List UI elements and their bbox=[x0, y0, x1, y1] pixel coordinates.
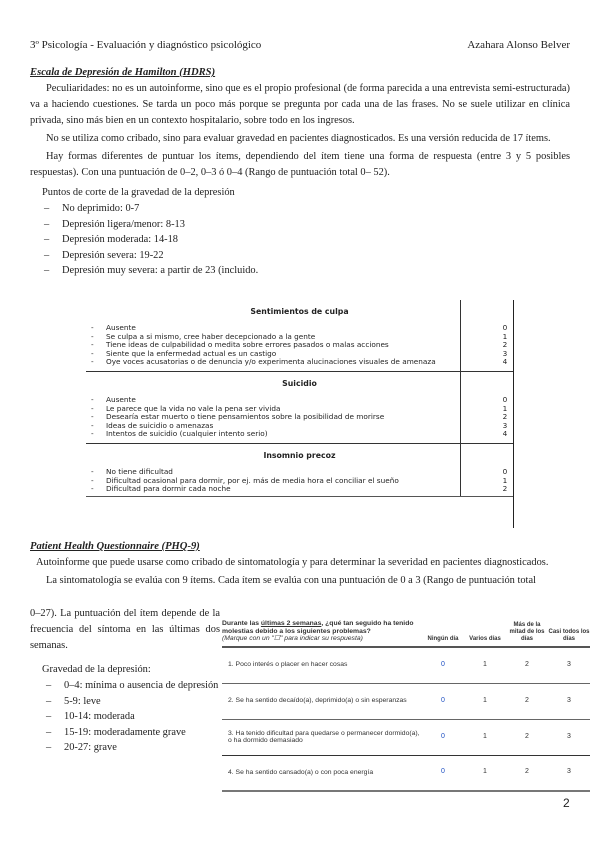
score-cell: 3 bbox=[567, 660, 571, 668]
score-cell: 2 bbox=[525, 696, 529, 704]
hamilton-paragraph: Hay formas diferentes de puntuar los ítems, dependiendo del ítem tiene una forma de respuesta (entre 3 y 5 posibles respuestas). Con una puntuación de 0–2, 0–3 ó 0–4 (Rango de puntuación total 0– 52). bbox=[30, 151, 570, 178]
bullet: - bbox=[91, 484, 94, 494]
section-title: Suicidio bbox=[282, 378, 317, 388]
option-text: Siente que la enfermedad actual es un castigo bbox=[106, 348, 277, 358]
row-question: 4. Se ha sentido cansado(a) o con poca energía bbox=[228, 768, 374, 776]
severity-item: – 20-27: grave bbox=[46, 740, 220, 756]
column-divider bbox=[460, 300, 461, 371]
bullet: - bbox=[91, 357, 94, 367]
option-score: 4 bbox=[502, 357, 508, 367]
bullet: - bbox=[91, 331, 94, 341]
option-score: 1 bbox=[502, 403, 508, 413]
score-cell: 1 bbox=[483, 696, 487, 704]
option-text: Tiene ideas de culpabilidad o medita sobre errores pasados o malas acciones bbox=[106, 340, 389, 350]
bullet: - bbox=[91, 420, 94, 430]
score-cell: 3 bbox=[567, 732, 571, 740]
hamilton-item-section bbox=[86, 372, 513, 444]
phq-table bbox=[222, 620, 590, 792]
option-row bbox=[86, 430, 513, 439]
hamilton-paragraph: No se utiliza como cribado, sino para evaluar gravedad en pacientes diagnosticados. Es una versión reducida de 17 ítems. bbox=[46, 133, 551, 144]
option-text: Desearía estar muerto o tiene pensamientos sobre la posibilidad de morirse bbox=[106, 412, 385, 422]
option-row bbox=[86, 358, 513, 367]
score-cell: 2 bbox=[525, 768, 529, 776]
bullet: - bbox=[91, 403, 94, 413]
bullet: - bbox=[91, 412, 94, 422]
header-author: Azahara Alonso Belver bbox=[467, 39, 570, 51]
bullet: - bbox=[91, 475, 94, 485]
option-text: Ideas de suicidio o amenazas bbox=[106, 420, 214, 430]
bullet: - bbox=[91, 466, 94, 476]
bullet: - bbox=[91, 348, 94, 358]
cutoff-item: – Depresión moderada: 14-18 bbox=[44, 232, 570, 248]
column-header: Casi todos los días bbox=[548, 629, 590, 642]
section-title: Insomnio precoz bbox=[263, 450, 336, 460]
table-row bbox=[222, 756, 590, 792]
option-text: Ausente bbox=[106, 394, 136, 404]
row-question: 3. Ha tenido dificultad para quedarse o permanecer dormido(a), o ha dormido demasiado bbox=[228, 729, 420, 745]
option-score: 0 bbox=[502, 394, 508, 404]
phq-table-header bbox=[222, 620, 590, 648]
option-score: 3 bbox=[502, 348, 508, 358]
section-title: Sentimientos de culpa bbox=[250, 307, 349, 316]
bullet: - bbox=[91, 429, 94, 439]
cutoff-item: – Depresión muy severa: a partir de 23 (incluido. bbox=[44, 263, 570, 279]
bullet: - bbox=[91, 394, 94, 404]
option-score: 4 bbox=[502, 429, 508, 439]
column-header: Ningún día bbox=[427, 635, 459, 642]
cutoff-list bbox=[30, 201, 570, 279]
cutoff-item: – No deprimido: 0-7 bbox=[44, 201, 570, 217]
column-header: Más de la mitad de los días bbox=[509, 622, 545, 642]
option-score: 1 bbox=[502, 475, 508, 485]
option-text: Oye voces acusatorias o de denuncia y/o experimenta alucinaciones visuales de amenaza bbox=[106, 357, 436, 367]
option-score: 2 bbox=[502, 340, 508, 350]
column-divider bbox=[460, 372, 461, 443]
score-cell: 1 bbox=[483, 660, 487, 668]
option-text: Ausente bbox=[106, 323, 136, 332]
severity-item: – 10-14: moderada bbox=[46, 709, 220, 725]
phq-paragraph-rest: 0–27). La puntuación del ítem depende de la frecuencia del síntoma en las últimas dos semanas. bbox=[30, 608, 220, 651]
row-question: 2. Se ha sentido decaído(a), deprimido(a) o sin esperanzas bbox=[228, 697, 407, 705]
hamilton-item-section bbox=[86, 300, 513, 372]
phq-question: Durante las últimas 2 semanas, ¿qué tan seguido ha tenido molestias debido a los siguientes problemas? (Marque con un "☐" para indicar su respuesta) bbox=[222, 620, 414, 643]
table-row bbox=[222, 720, 590, 756]
option-text: Dificultad para dormir cada noche bbox=[106, 484, 231, 494]
score-cell: 3 bbox=[567, 768, 571, 776]
phq-paragraph: Autoinforme que puede usarse como cribado de sintomatología y para determinar la severidad en pacientes diagnosticados. bbox=[36, 557, 549, 568]
score-cell: 2 bbox=[525, 660, 529, 668]
header-course: 3º Psicología - Evaluación y diagnóstico psicológico bbox=[30, 39, 262, 51]
hamilton-section bbox=[30, 64, 570, 279]
score-cell: 2 bbox=[525, 732, 529, 740]
phq-left-column bbox=[30, 606, 220, 756]
option-text: Dificultad ocasional para dormir, por ej. más de media hora el conciliar el sueño bbox=[106, 475, 399, 485]
score-cell: 0 bbox=[441, 660, 445, 668]
bullet: - bbox=[91, 340, 94, 350]
hamilton-item-section bbox=[86, 444, 513, 497]
severity-title: Gravedad de la depresión: bbox=[42, 664, 151, 675]
score-cell: 0 bbox=[441, 768, 445, 776]
table-row bbox=[222, 684, 590, 720]
option-text: Intentos de suicidio (cualquier intento serio) bbox=[106, 429, 268, 439]
option-text: No tiene dificultad bbox=[106, 466, 173, 476]
score-cell: 0 bbox=[441, 732, 445, 740]
option-score: 0 bbox=[502, 323, 508, 332]
severity-item: – 0–4: mínima o ausencia de depresión bbox=[46, 678, 220, 694]
option-score: 0 bbox=[502, 466, 508, 476]
option-text: Le parece que la vida no vale la pena ser vivida bbox=[106, 403, 281, 413]
cutoff-item: – Depresión ligera/menor: 8-13 bbox=[44, 217, 570, 233]
cutoff-title: Puntos de corte de la gravedad de la depresión bbox=[42, 187, 235, 198]
score-cell: 3 bbox=[567, 696, 571, 704]
hamilton-title: Escala de Depresión de Hamilton (HDRS) bbox=[30, 67, 216, 78]
score-cell: 0 bbox=[441, 696, 445, 704]
severity-item: – 5-9: leve bbox=[46, 694, 220, 710]
bullet: - bbox=[91, 323, 94, 332]
option-text: Se culpa a si mismo, cree haber decepcionado a la gente bbox=[106, 331, 316, 341]
option-score: 1 bbox=[502, 331, 508, 341]
score-cell: 1 bbox=[483, 732, 487, 740]
hamilton-paragraph: Peculiaridades: no es un autoinforme, sino que es el propio profesional (de forma parecida a una entrevista semi-estructurada) va a haciendo cuestiones. Se tarda un poco más porque se pregunta por cada una de las frases. No se suele utilizar en clínica privada, sino más bien en un contexto hospitalario, sobre todo en los ingresos. bbox=[30, 83, 570, 126]
table-row bbox=[222, 648, 590, 684]
column-divider bbox=[460, 444, 461, 496]
cutoff-item: – Depresión severa: 19-22 bbox=[44, 248, 570, 264]
column-header: Varios días bbox=[469, 635, 501, 642]
option-row bbox=[86, 485, 513, 494]
severity-list bbox=[30, 678, 220, 756]
phq-section bbox=[30, 538, 570, 589]
option-score: 2 bbox=[502, 484, 508, 494]
option-score: 2 bbox=[502, 412, 508, 422]
option-score: 3 bbox=[502, 420, 508, 430]
page-number: 2 bbox=[563, 796, 570, 810]
severity-item: – 15-19: moderadamente grave bbox=[46, 725, 220, 741]
row-question: 1. Poco interés o placer en hacer cosas bbox=[228, 661, 348, 669]
hamilton-items-table bbox=[86, 300, 514, 528]
phq-title: Patient Health Questionnaire (PHQ-9) bbox=[30, 541, 200, 552]
score-cell: 1 bbox=[483, 768, 487, 776]
phq-paragraph: La sintomatología se evalúa con 9 ítems. Cada ítem se evalúa con una puntuación de 0 a 3 (Rango de puntuación total bbox=[46, 575, 536, 586]
